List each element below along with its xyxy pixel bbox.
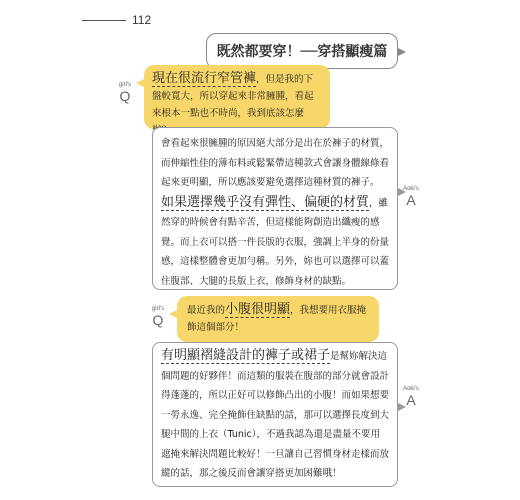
answer-box-2 (152, 342, 398, 487)
a-letter: A (406, 392, 416, 408)
answer-text-cont: ，雖然穿的時候會有點辛苦，但這樣能夠創造出纖瘦的感覺。而上衣可以搭一件長版的衣服，強調上半身的份量感，這樣整體會更加勻稱。另外，妳也可以選擇可以蓋住腹部、大腿的長版上衣，修飾身材的缺點。 (161, 197, 390, 287)
answer-highlight: 如果選擇幾乎沒有彈性、偏硬的材質 (161, 194, 370, 210)
aoki-label: Aoki's (403, 386, 419, 392)
question-bubble-1 (144, 65, 330, 129)
q-letter: Q (152, 312, 164, 328)
girl-q-label-2 (146, 306, 170, 327)
aoki-a-label-2 (398, 386, 424, 407)
answer-text: 是幫妳解決這個問題的好夥伴！而這類的服裝在腹部的部分就會設計得蓬蓬的，所以正好可以修飾凸出的小腹！而如果想要一勞永逸、完全掩飾住缺點的話，那可以選擇長度到大腿中間的上衣（Tunic），不過我認為還是盡量不要用遮掩來解決問題比較好！一旦讓自己習慣身材走樣而放縱的話，那之後反而會讓穿搭更加困難哦！ (161, 351, 390, 479)
question-text-cont: ，我想要用衣服掩飾這個部分！ (187, 305, 367, 333)
question-highlight: 現在很流行窄管褲 (152, 71, 257, 86)
aoki-a-label-1 (398, 186, 424, 207)
a-letter: A (406, 192, 416, 208)
question-text: 最近我的 (187, 305, 226, 316)
question-text: ，但是我的下盤較寬大，所以穿起來非常臃腫，看起來根本一點也不時尚，我到底該怎麼 (152, 74, 314, 119)
q-letter: Q (119, 88, 131, 104)
answer-box-1 (152, 127, 398, 290)
aoki-label: Aoki's (403, 186, 419, 192)
answer-text: 會看起來很臃腫的原因絕大部分是出在於褲子的材質，而伸縮性佳的薄布料或鬆緊帶這種款式會讓身體線條看起來更明顯，所以應該要避免選擇這種材質的褲子。 (161, 138, 390, 188)
girl-label: girl's (151, 306, 165, 312)
girl-label: girl's (118, 82, 132, 88)
question-highlight: 小腹很明顯 (225, 302, 291, 317)
question-bubble-2 (177, 296, 379, 342)
header-rule (82, 20, 126, 21)
girl-q-label-1 (113, 82, 137, 103)
section-title: 既然都要穿！──穿搭顯瘦篇 (206, 33, 398, 69)
answer-highlight: 有明顯褶縫設計的褲子或裙子 (161, 348, 331, 363)
page-number: 112 (132, 13, 152, 27)
